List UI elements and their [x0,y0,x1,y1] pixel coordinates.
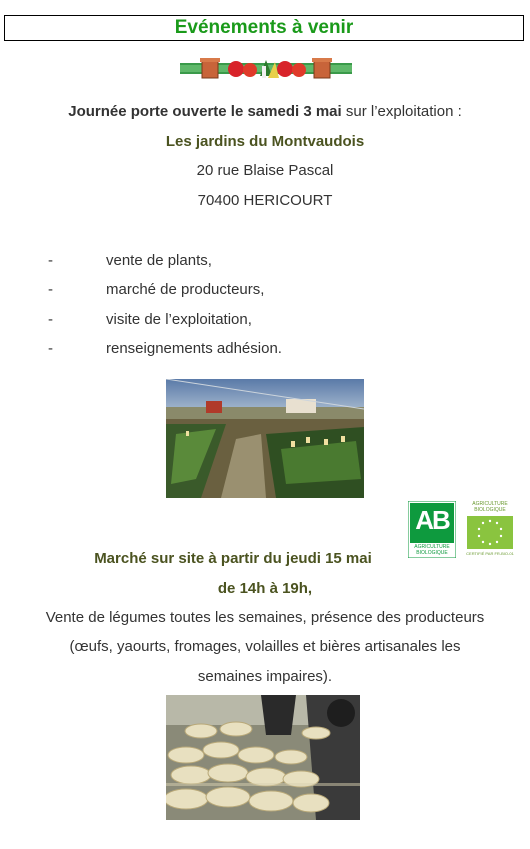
address-line-1: 20 rue Blaise Pascal [196,162,334,179]
eu-caption-bottom: CERTIFIÉ PAR FR-BIO-01 [466,551,514,556]
list-item: - visite de l’exploitation, [48,311,252,328]
title-box [4,15,524,41]
vegetable-banner [180,56,352,82]
ab-caption: AGRICULTURE BIOLOGIQUE [414,544,450,556]
open-day-line [0,103,530,120]
page-title: Evénements à venir [174,17,354,38]
market-hours: de 14h à 19h, [217,580,313,597]
place-name: Les jardins du Montvaudois [165,133,365,150]
address-line-2: 70400 HERICOURT [197,192,333,209]
open-day-rest: sur l’exploitation : [341,103,462,120]
eu-caption-top: AGRICULTURE BIOLOGIQUE [472,501,508,513]
ab-letters: AB [415,505,449,535]
cheese-photo [166,695,360,820]
market-desc-1: Vente de légumes toutes les semaines, présence des producteurs [45,609,485,626]
list-item: - renseignements adhésion. [48,340,282,357]
list-item: - marché de producteurs, [48,281,265,298]
market-desc-2: (œufs, yaourts, fromages, volailles et bières artisanales les [69,638,461,655]
open-day-bold: Journée porte ouverte le samedi 3 mai [68,103,342,120]
greenhouse-photo [166,379,364,498]
market-desc-3: semaines impaires). [197,668,333,685]
market-title: Marché sur site à partir du jeudi 15 mai [94,550,372,567]
list-item: - vente de plants, [48,252,212,269]
